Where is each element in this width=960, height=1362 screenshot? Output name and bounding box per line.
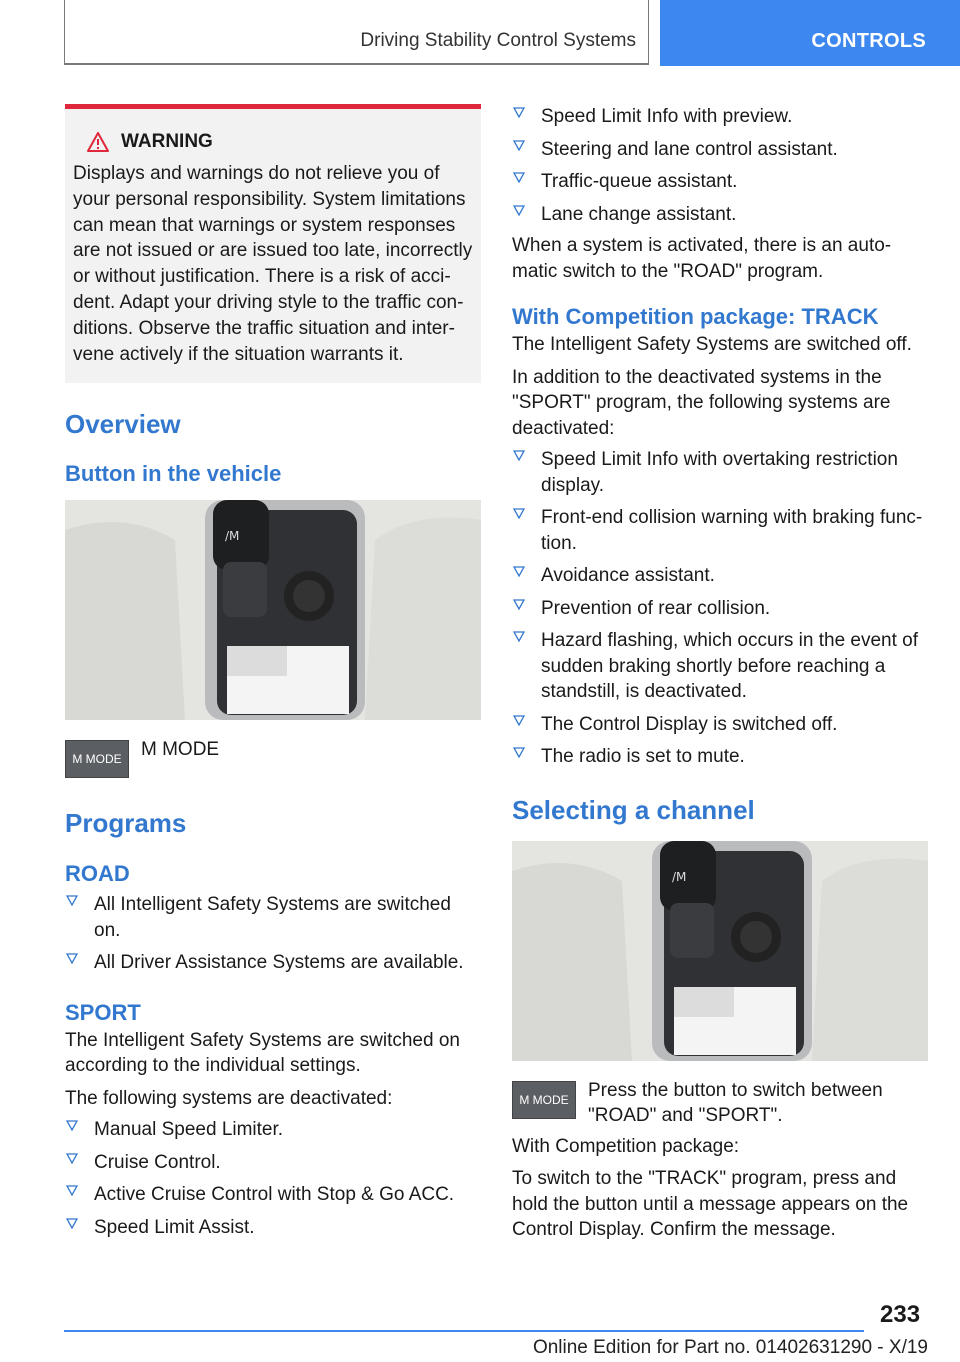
m-mode-row	[65, 740, 481, 778]
m-mode-button-2[interactable]: M MODE	[512, 1081, 576, 1119]
triangle-bullet-icon	[513, 171, 525, 183]
triangle-bullet-icon	[513, 630, 525, 642]
list-item: Hazard flashing, which occurs in the event of sudden braking shortly before reaching a standstill, is deactivated.	[512, 628, 928, 705]
triangle-bullet-icon	[513, 714, 525, 726]
overview-heading: Overview	[65, 409, 181, 440]
svg-text:/M: /M	[225, 529, 240, 544]
track-list	[512, 447, 928, 770]
list-item: Speed Limit Info with preview.	[512, 104, 928, 130]
list-item: Speed Limit Assist.	[65, 1215, 481, 1241]
triangle-bullet-icon	[513, 106, 525, 118]
list-item: Traffic-queue assistant.	[512, 169, 928, 195]
list-item: The radio is set to mute.	[512, 744, 928, 770]
page-number: 233	[880, 1301, 921, 1328]
competition-text-2: To switch to the "TRACK" program, press and hold the button until a message appears on the Control Display. Confirm the message.	[512, 1168, 909, 1240]
m-mode-instruction: Press the button to switch between "ROAD" and "SPORT".	[588, 1079, 883, 1126]
competition-text-1: With Competition package:	[512, 1135, 740, 1157]
list-item: All Intelligent Safety Systems are switched on.	[65, 892, 481, 943]
list-item: Avoidance assistant.	[512, 563, 928, 589]
triangle-bullet-icon	[66, 1119, 78, 1131]
triangle-bullet-icon	[513, 204, 525, 216]
warning-box	[65, 104, 481, 383]
triangle-bullet-icon	[66, 894, 78, 906]
list-item: Front-end collision warning with braking function.	[512, 505, 928, 556]
track-heading: With Competition package: TRACK	[512, 304, 879, 329]
triangle-bullet-icon	[513, 449, 525, 461]
console-illustration-2	[512, 841, 928, 1061]
triangle-bullet-icon	[66, 1152, 78, 1164]
footer-rule	[64, 1330, 864, 1332]
triangle-bullet-icon	[513, 507, 525, 519]
warning-triangle-icon	[87, 132, 109, 152]
list-item: Lane change assistant.	[512, 202, 928, 228]
selecting-channel-heading: Selecting a channel	[512, 794, 755, 825]
list-item: Cruise Control.	[65, 1150, 481, 1176]
road-heading: ROAD	[65, 861, 130, 887]
svg-text:/M: /M	[672, 869, 687, 884]
chapter-tab-label: CONTROLS	[811, 30, 926, 52]
list-item: Prevention of rear collision.	[512, 596, 928, 622]
list-item: The Control Display is switched off.	[512, 712, 928, 738]
console-photo-2	[512, 841, 928, 1061]
list-item: Speed Limit Info with overtaking restriction display.	[512, 447, 928, 498]
triangle-bullet-icon	[513, 598, 525, 610]
button-in-vehicle-heading: Button in the vehicle	[65, 461, 282, 487]
m-mode-row-2	[512, 1081, 928, 1129]
road-list	[65, 892, 481, 976]
header-border-right	[648, 0, 649, 64]
triangle-bullet-icon	[513, 139, 525, 151]
triangle-bullet-icon	[513, 565, 525, 577]
track-text-2: In addition to the deactivated systems in the "SPORT" program, the following systems are deactivated:	[512, 366, 891, 439]
chapter-tab[interactable]	[660, 0, 960, 66]
console-illustration	[65, 500, 481, 720]
section-title: Driving Stability Control Systems	[360, 30, 636, 51]
sport-list-b	[512, 104, 928, 227]
programs-heading: Programs	[65, 808, 187, 839]
sport-list-a	[65, 1117, 481, 1240]
m-mode-button[interactable]: M MODE	[65, 740, 129, 778]
triangle-bullet-icon	[66, 952, 78, 964]
list-item: All Driver Assistance Systems are available.	[65, 950, 481, 976]
warning-title-row	[87, 131, 473, 153]
track-text-1: The Intelligent Safety Systems are switched off.	[512, 334, 912, 355]
sport-heading: SPORT	[65, 999, 141, 1025]
header-border-bottom	[64, 63, 649, 65]
sport-text-3: When a system is activated, there is an automatic switch to the "ROAD" program.	[512, 235, 892, 282]
triangle-bullet-icon	[66, 1184, 78, 1196]
triangle-bullet-icon	[513, 746, 525, 758]
list-item: Steering and lane control assistant.	[512, 137, 928, 163]
warning-text: Displays and warnings do not relieve you of your personal responsibility. System limitations can mean that warnings or system responses are not issued or are issued too late, incorrectly or without justification. There is a risk of accident. Adapt your driving style to the traffic conditions. Observe the traffic situation and intervene actively if the situation warrants it.	[73, 163, 473, 365]
list-item: Manual Speed Limiter.	[65, 1117, 481, 1143]
triangle-bullet-icon	[66, 1217, 78, 1229]
warning-title: WARNING	[121, 131, 213, 152]
console-photo	[65, 500, 481, 720]
m-mode-caption: M MODE	[141, 739, 220, 761]
left-column	[65, 104, 481, 1240]
sport-text-2: The following systems are deactivated:	[65, 1087, 393, 1109]
sport-text-1: The Intelligent Safety Systems are switched on according to the individual settings.	[65, 1029, 460, 1077]
list-item: Active Cruise Control with Stop & Go ACC.	[65, 1182, 481, 1208]
right-column	[512, 104, 928, 1243]
footer-edition: Online Edition for Part no. 01402631290 - X/19	[532, 1337, 928, 1358]
